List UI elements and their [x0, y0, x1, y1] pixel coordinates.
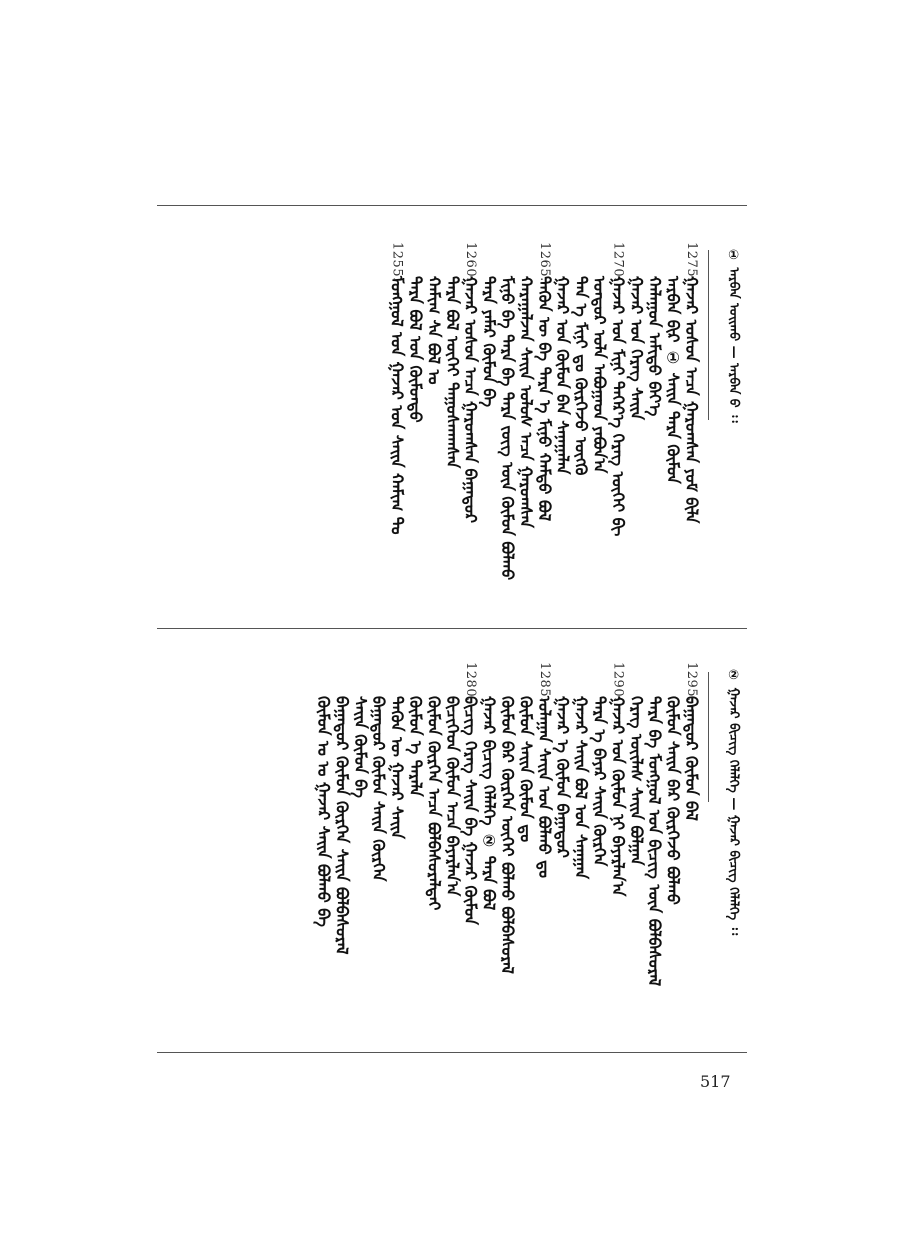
verse-line: ᠲᠡᠷᠡ ᠪᠣᠯ ᠤᠨ ᠬᠦᠮᠦᠨᠳᠦ [406, 276, 425, 423]
footnote-rule-1 [708, 250, 709, 420]
verse-line: ᠤᠯᠠᠭᠠᠨ ᠰᠠᠢᠨ ᠤᠨ ᠪᠣᠯᠬᠤ ᠳᠤ [534, 696, 554, 878]
verse-line: ᠤᠨᠳᠤᠷ ᠤᠯᠠ ᠠᠪᠤᠭᠠᠳ ᠶᠠᠪᠤᠨ᠎ᠠ [590, 276, 609, 474]
verse-line: ᠮᠣᠩᠭᠣᠯ ᠤᠨ ᠭᠠᠵᠠᠷ ᠤᠨ ᠰᠠᠢᠨ ᠬᠠᠮᠢᠭ ᠲᠤ [387, 276, 407, 535]
verse-line: ᠲᠠᠨ ᠡ ᠮᠢᠨᠢ ᠳᠤ ᠬᠦᠷᠭᠡᠵᠦ ᠦᠭᠬᠦ [571, 276, 591, 476]
verse-line: ᠰᠠᠢᠨ ᠬᠦᠮᠦᠨ ᠪᠠ [350, 696, 370, 799]
verse-line: ᠬᠦᠮᠦᠨ ᠰᠠᠢᠨ ᠬᠦᠮᠦᠨ ᠳᠤ [516, 696, 536, 843]
verse-line: ᠬᠠᠮᠢᠭ ᠰᠠ ᠪᠣᠯ ᠤ [424, 276, 444, 385]
bottom-rule [157, 1052, 747, 1053]
verse-line: ᠲᠡᠷᠡ ᠪᠣᠯ ᠦᠭᠡᠢ ᠳᠠᠭᠤᠰᠬᠠᠭᠰᠠᠨ [442, 276, 462, 469]
footnote-1: ① ᠠᠷᠪᠠᠨ ᠤᠢᠬᠤ — ᠠᠷᠪᠠᠨ ᠤ᠋ ᠄᠄ [726, 248, 741, 423]
footnote-2: ② ᠭᠠᠵᠠᠷ ᠪᠢᠴᠢᠭ ᠬᠡᠯᠡᠯᠭᠡ — ᠭᠠᠵᠠᠷ ᠪᠢᠴᠢᠭ ᠬᠡᠯᠡᠯᠭᠡ ᠄᠄ [726, 668, 741, 936]
verse-line: ᠭᠠᠵᠠᠷ ᠪᠢᠴᠢᠭ ᠬᠡᠯᠡᠯᠭᠡ ② ᠲᠡᠷᠡ ᠪᠣᠯ [479, 696, 499, 911]
verse-line: ᠠᠷᠪᠠᠨ ᠪᠢᠷ ① ᠰᠠᠢᠨ ᠲᠡᠷᠡ ᠬᠦᠮᠦᠨ [663, 276, 683, 484]
verse-line: ᠲᠡᠷᠡ ᠡ ᠪᠠᠶᠠᠷ ᠰᠠᠢᠨ ᠬᠦᠷᠭᠡᠨ [590, 696, 609, 867]
top-rule [157, 205, 747, 206]
verse-line: ᠭᠠᠵᠠᠷ ᠤᠨ ᠬᠡᠷᠡᠭ ᠰᠠᠢᠨ [626, 276, 646, 420]
line-number: 1265. [536, 242, 552, 282]
line-number: 1270. [610, 242, 626, 282]
verse-line: ᠭᠠᠵᠠᠷ ᠤᠨ ᠬᠦᠮᠦᠨ ᠨᠢ ᠪᠠᠶᠠᠷᠯᠠᠨ᠎ᠠ [608, 696, 628, 897]
verse-line: ᠭᠠᠵᠠᠷ ᠰᠠᠢᠨ ᠪᠣᠯ ᠤᠨ ᠰᠠᠨᠠᠭᠠᠨ [571, 696, 591, 880]
verse-line: ᠲᠡᠭᠦᠨ ᠦ ᠭᠠᠵᠠᠷ ᠰᠠᠢᠨ [387, 696, 407, 839]
line-number: 1280. [463, 662, 479, 702]
verse-line: ᠪᠢᠴᠢᠭ ᠬᠡᠷᠡᠭ ᠰᠠᠢᠨ ᠪᠠ ᠭᠠᠵᠠᠷ ᠬᠦᠮᠦᠨ [461, 696, 481, 925]
verse-line: ᠪᠠᠭᠠᠲᠤᠷ ᠬᠦᠮᠦᠨ ᠬᠦᠷᠭᠡᠨ ᠰᠠᠢᠨ ᠪᠣᠯᠪᠠᠰᠤᠷᠠᠯ [332, 696, 352, 955]
verse-line: ᠪᠢᠴᠢᠭᠡᠳ ᠬᠦᠮᠦᠨ ᠠᠴᠠ ᠪᠠᠶᠠᠷᠯᠠᠨ᠎ᠠ [442, 696, 462, 897]
line-number: 1275. [684, 242, 699, 282]
line-number: 1255. [389, 242, 405, 282]
verse-line: ᠮᠢᠨᠦ ᠪᠠ ᠲᠡᠷᠡ ᠪᠠ ᠲᠡᠷᠡ ᠵᠦᠭ ᠦᠨ ᠬᠦᠮᠦᠨ ᠪᠣᠯᠬᠤ [498, 276, 517, 581]
verse-line: ᠬᠡᠷᠡᠭ ᠦᠢᠯᠡᠰ ᠰᠠᠢᠨ ᠪᠣᠯᠭᠠᠨ [626, 696, 646, 866]
verse-line: ᠲᠡᠷᠡ ᠶᠠᠮᠠᠷ ᠬᠦᠮᠦᠨ ᠪᠡ [479, 276, 499, 408]
verse-line: ᠲᠡᠭᠦᠨ ᠦ ᠪᠠ ᠲᠡᠷᠡ ᠡ ᠮᠢᠨᠦ ᠬᠠᠮᠲᠤ ᠪᠤᠯ [534, 276, 554, 522]
verse-line: ᠬᠠᠷᠠᠭᠠᠯᠵᠠᠨ ᠰᠠᠢᠨ ᠤᠯᠤᠰ ᠠᠴᠠ ᠭᠠᠷᠤᠭᠰᠠᠨ [516, 276, 536, 528]
verse-line: ᠪᠠᠭᠠᠲᠤᠷ ᠬᠦᠮᠦᠨ ᠰᠠᠢᠨ ᠬᠦᠷᠭᠡᠨ [369, 696, 389, 882]
verse-line: ᠭᠠᠵᠠᠷ ᠤᠰᠤᠨ ᠠᠴᠠ ᠭᠠᠷᠤᠭᠰᠠᠨ ᠪᠠᠭᠠᠲᠤᠷ [461, 276, 481, 523]
verse-line: ᠭᠠᠵᠠᠷ ᠡ ᠬᠦᠮᠦᠨ ᠪᠠᠭᠠᠲᠤᠷ [553, 696, 573, 858]
verse-line: ᠬᠦᠮᠦᠨ ᠬᠦᠷᠭᠡᠨ ᠠᠴᠠ ᠪᠣᠯᠪᠠᠰᠤᠷᠠᠯᠲᠠᠢ [424, 696, 444, 911]
line-number: 1260. [463, 242, 479, 282]
verse-line: ᠬᠦᠮᠦᠨ ᠡ ᠲᠡᠷᠡᠯᠡ [406, 696, 425, 797]
verse-line: ᠬᠠᠯᠠᠭᠤᠨ ᠠᠮᠢᠳᠤ ᠪᠡᠶ᠎ᠡ [645, 276, 665, 417]
middle-rule [157, 628, 747, 629]
verse-line: ᠲᠡᠷᠡ ᠪᠠ ᠮᠣᠩᠭᠣᠯ ᠤᠨ ᠪᠢᠴᠢᠭ ᠦᠨ ᠪᠣᠯᠪᠠᠰᠤᠷᠠᠯ [645, 696, 665, 987]
verse-line: ᠭᠠᠵᠠᠷ ᠤᠨ ᠬᠦᠮᠦᠨ ᠪᠠᠨ ᠰᠠᠨᠠᠭᠠᠯᠠᠨ [553, 276, 573, 475]
line-number: 1285. [536, 662, 552, 702]
line-number: 1295. [684, 662, 699, 702]
verse-line: ᠬᠦᠮᠦᠨ ᠪᠡᠷ ᠬᠦᠷᠭᠡᠨ ᠦᠭᠡᠢ ᠪᠤᠯᠬᠤ ᠪᠣᠯᠪᠠᠰᠤᠷᠠᠯ [498, 696, 517, 974]
verse-line: ᠪᠠᠭᠠᠲᠤᠷ ᠬᠦᠮᠦᠨ ᠪᠡᠯ [682, 696, 701, 821]
verse-line: ᠭᠠᠵᠠᠷ ᠤᠨ ᠮᠢᠨᠢ ᠳᠡᠭᠡᠷ᠎ᠡ ᠬᠡᠷᠡᠭ ᠦᠭᠡᠢ ᠪᠢ [608, 276, 628, 537]
footnote-rule-2 [708, 672, 709, 802]
page-number: 517 [700, 1072, 731, 1091]
verse-line: ᠬᠦᠮᠦᠨ ᠤ ᠤ ᠭᠠᠵᠠᠷ ᠰᠠᠢᠨ ᠪᠣᠯᠬᠤ ᠪᠠ [314, 696, 333, 928]
verse-line: ᠭᠠᠵᠠᠷ ᠤᠰᠤᠨ ᠠᠴᠠ ᠭᠠᠷᠤᠭᠰᠠᠨ ᠶᠤᠮ ᠪᠢᠯᠡ [682, 276, 701, 524]
line-number: 1290. [610, 662, 626, 702]
verse-line: ᠬᠦᠮᠦᠨ ᠰᠠᠢᠨ ᠪᠡᠷ ᠬᠦᠷᠭᠡᠵᠦ ᠪᠣᠯᠬᠤ [663, 696, 683, 905]
